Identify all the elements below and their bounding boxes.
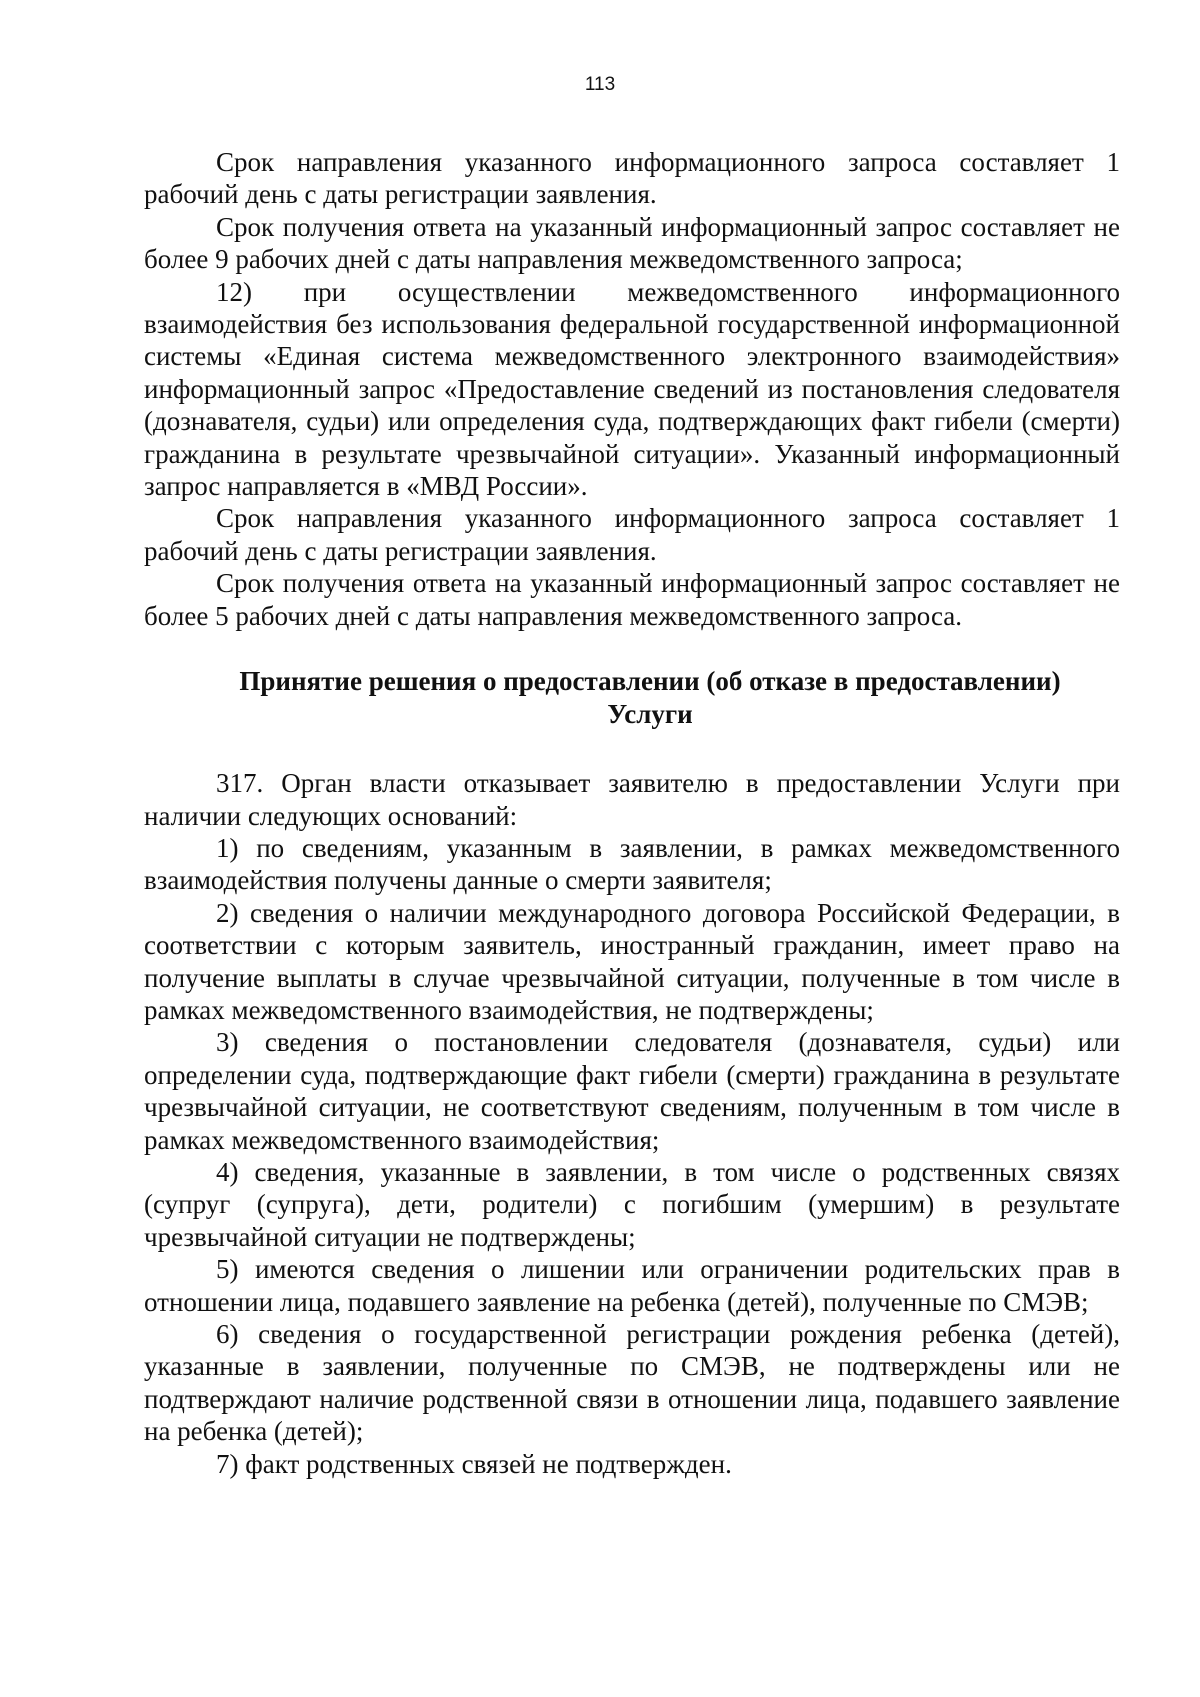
section-heading [144, 665, 1120, 731]
list-item: 1) по сведениям, указанным в заявлении, в рамках межведомственного взаимодействия получены данные о смерти заявителя; [144, 832, 1120, 896]
section-heading-line-2: Услуги [607, 699, 693, 730]
list-item: 6) сведения о государственной регистрации рождения ребенка (детей), указанные в заявлении, полученные по СМЭВ, не подтверждены или не подтверждают наличие родственной связи в отношении лица, подавшего заявление на ребенка (детей); [144, 1319, 1120, 1447]
page-number: 113 [584, 74, 616, 95]
paragraph: Срок получения ответа на указанный информационный запрос составляет не более 9 рабочих дней с даты направления межведомственного запроса; [144, 211, 1120, 275]
section-heading-line-1: Принятие решения о предоставлении (об отказе в предоставлении) [239, 666, 1061, 697]
list-item: 4) сведения, указанные в заявлении, в том числе о родственных связях (супруг (супруга), дети, родители) с погибшим (умершим) в результате чрезвычайной ситуации не подтверждены; [144, 1156, 1120, 1252]
paragraph: 317. Орган власти отказывает заявителю в предоставлении Услуги при наличии следующих оснований: [144, 768, 1120, 831]
document-body [144, 146, 1120, 1480]
paragraph: 12) при осуществлении межведомственного информационного взаимодействия без использования федеральной государственной информационной системы «Единая система межведомственного электронного взаимодействия» информационный запрос «Предоставление сведений из постановления следователя (дознавателя, судьи) или определения суда, подтверждающих факт гибели (смерти) гражданина в результате чрезвычайной ситуации». Указанный информационный запрос направляется в «МВД России». [144, 276, 1120, 502]
list-item: 3) сведения о постановлении следователя (дознавателя, судьи) или определении суда, подтверждающие факт гибели (смерти) гражданина в результате чрезвычайной ситуации, не соответствуют сведениям, полученным в том числе в рамках межведомственного взаимодействия; [144, 1027, 1120, 1155]
paragraph: Срок направления указанного информационного запроса составляет 1 рабочий день с даты регистрации заявления. [144, 147, 1120, 210]
list-item: 5) имеются сведения о лишении или ограничении родительских прав в отношении лица, подавшего заявление на ребенка (детей), полученные по СМЭВ; [144, 1254, 1120, 1317]
paragraph: Срок направления указанного информационного запроса составляет 1 рабочий день с даты регистрации заявления. [144, 503, 1120, 566]
list-item: 7) факт родственных связей не подтвержден. [216, 1448, 732, 1479]
list-item: 2) сведения о наличии международного договора Российской Федерации, в соответствии с которым заявитель, иностранный гражданин, имеет право на получение выплаты в случае чрезвычайной ситуации, полученные в том числе в рамках межведомственного взаимодействия, не подтверждены; [144, 897, 1120, 1025]
paragraph: Срок получения ответа на указанный информационный запрос составляет не более 5 рабочих дней с даты направления межведомственного запроса. [144, 568, 1120, 631]
